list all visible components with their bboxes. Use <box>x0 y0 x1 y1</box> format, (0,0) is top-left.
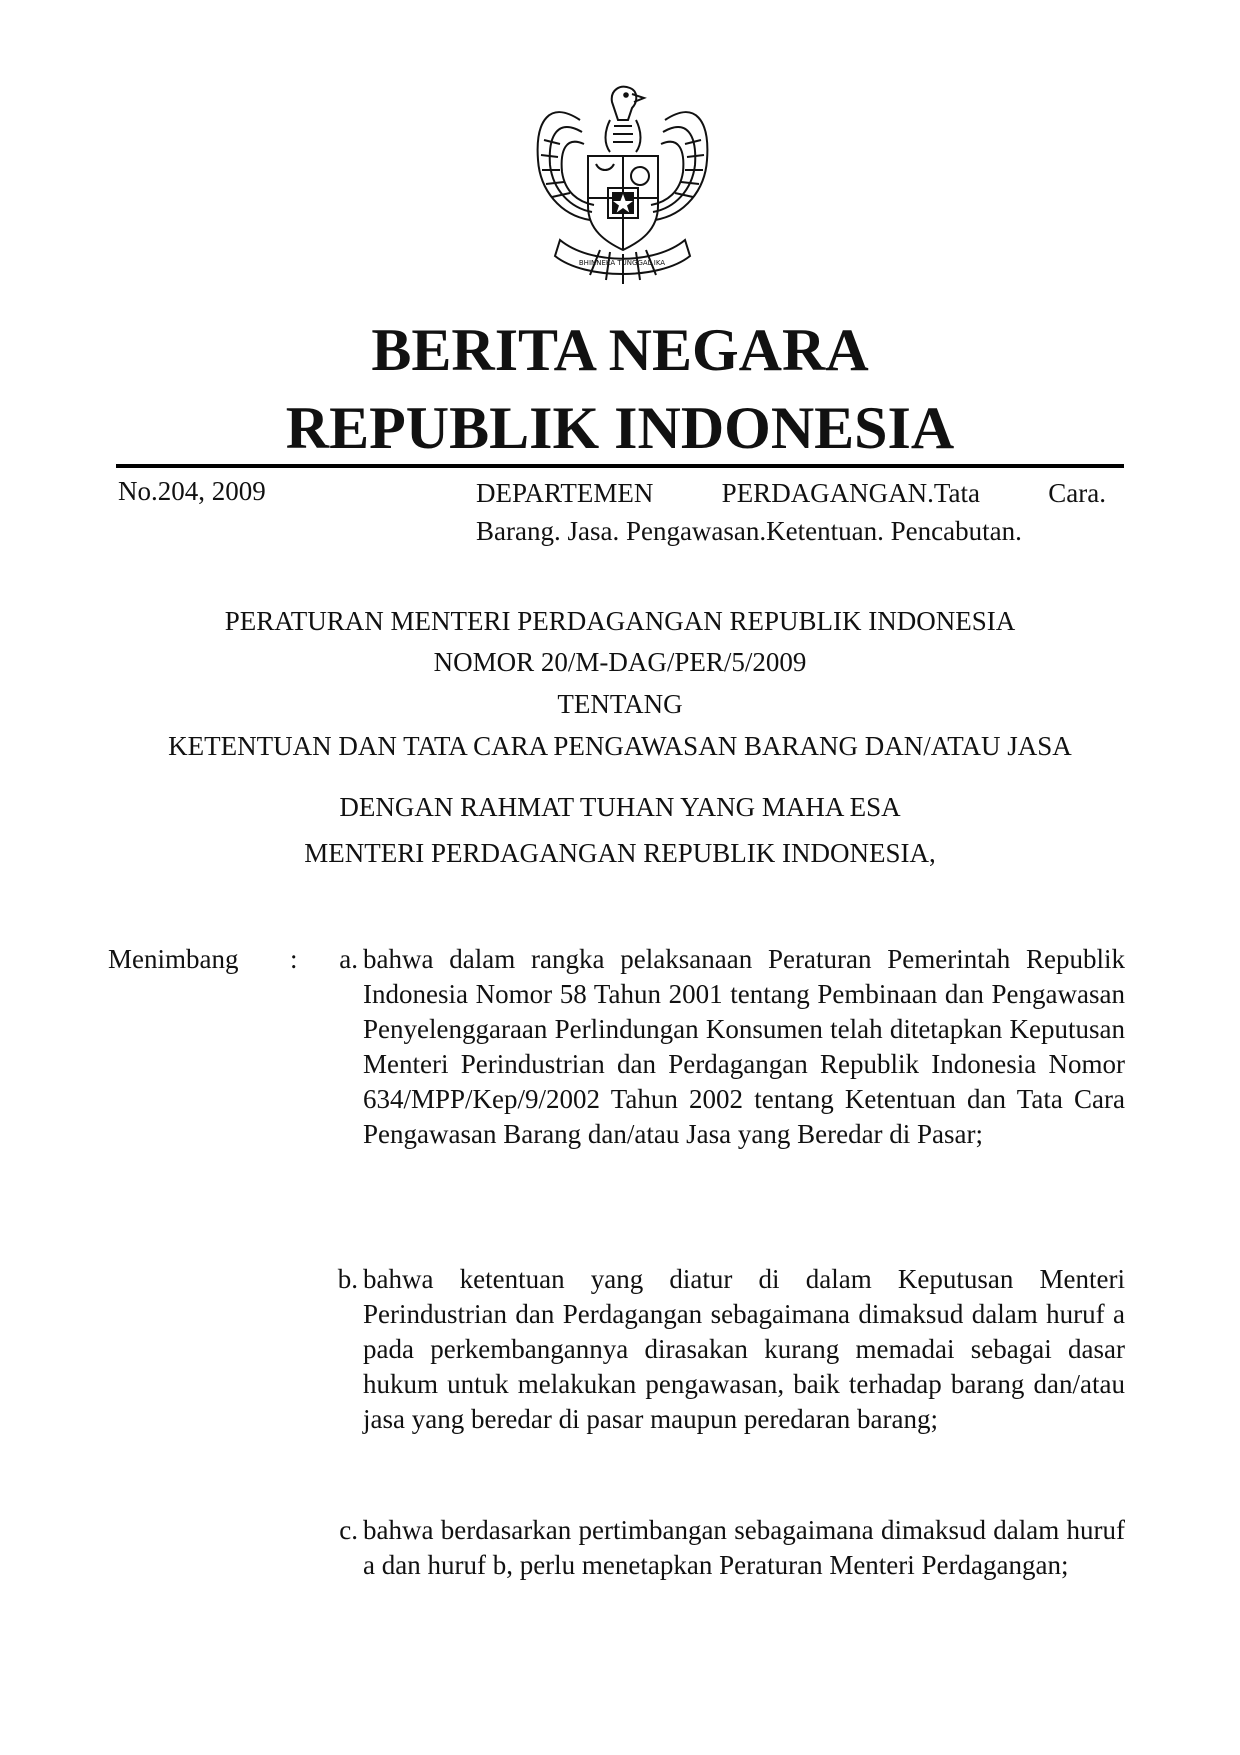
clause-letter: c. <box>339 1515 358 1545</box>
invocation: DENGAN RAHMAT TUHAN YANG MAHA ESA <box>339 792 901 822</box>
clause-letter: b. <box>337 1264 358 1294</box>
issuing-minister: MENTERI PERDAGANGAN REPUBLIK INDONESIA, <box>304 838 936 868</box>
emblem-motto: BHINNEKA TUNGGAL IKA <box>578 259 666 267</box>
department-word: PERDAGANGAN.Tata <box>721 478 981 508</box>
regulation-title: PERATURAN MENTERI PERDAGANGAN REPUBLIK INDONESIA <box>224 606 1016 636</box>
clause-text: bahwa ketentuan yang diatur di dalam Keputusan Menteri Perindustrian dan Perdagangan sebagaimana dimaksud dalam huruf a pada perkembangannya dirasakan kurang memadai sebagai dasar hukum untuk melakukan pengawasan, baik terhadap barang dan/atau jasa yang beredar di pasar maupun peredaran barang; <box>363 1264 1125 1434</box>
considering-colon: : <box>290 944 298 974</box>
regulation-number: NOMOR 20/M-DAG/PER/5/2009 <box>433 647 807 677</box>
clause-letter: a. <box>339 944 358 974</box>
masthead-title-line1: BERITA NEGARA <box>371 317 869 383</box>
garuda-emblem-icon <box>520 80 725 295</box>
considering-label: Menimbang <box>108 944 239 974</box>
clause-text: bahwa berdasarkan pertimbangan sebagaimana dimaksud dalam huruf a dan huruf b, perlu menetapkan Peraturan Menteri Perdagangan; <box>363 1515 1125 1580</box>
department-word: Cara. <box>1048 478 1106 508</box>
masthead-title-line2: REPUBLIK INDONESIA <box>285 395 955 461</box>
gazette-number: No.204, 2009 <box>118 476 266 506</box>
clause-text: bahwa dalam rangka pelaksanaan Peraturan Pemerintah Republik Indonesia Nomor 58 Tahun 2001 tentang Pembinaan dan Pengawasan Penyelenggaraan Perlindungan Konsumen telah ditetapkan Keputusan Menteri Perindustrian dan Perdagangan Republik Indonesia Nomor 634/MPP/Kep/9/2002 Tahun 2002 tentang Ketentuan dan Tata Cara Pengawasan Barang dan/atau Jasa yang Beredar di Pasar; <box>363 944 1125 1149</box>
regulation-subject: KETENTUAN DAN TATA CARA PENGAWASAN BARANG DAN/ATAU JASA <box>168 731 1072 761</box>
department-subject-line1 <box>476 474 1106 512</box>
department-subject <box>476 474 1106 550</box>
department-word: DEPARTEMEN <box>476 478 654 508</box>
regulation-about: TENTANG <box>557 689 683 719</box>
header-divider <box>116 464 1124 468</box>
department-subject-line2: Barang. Jasa. Pengawasan.Ketentuan. Pencabutan. <box>476 516 1022 546</box>
